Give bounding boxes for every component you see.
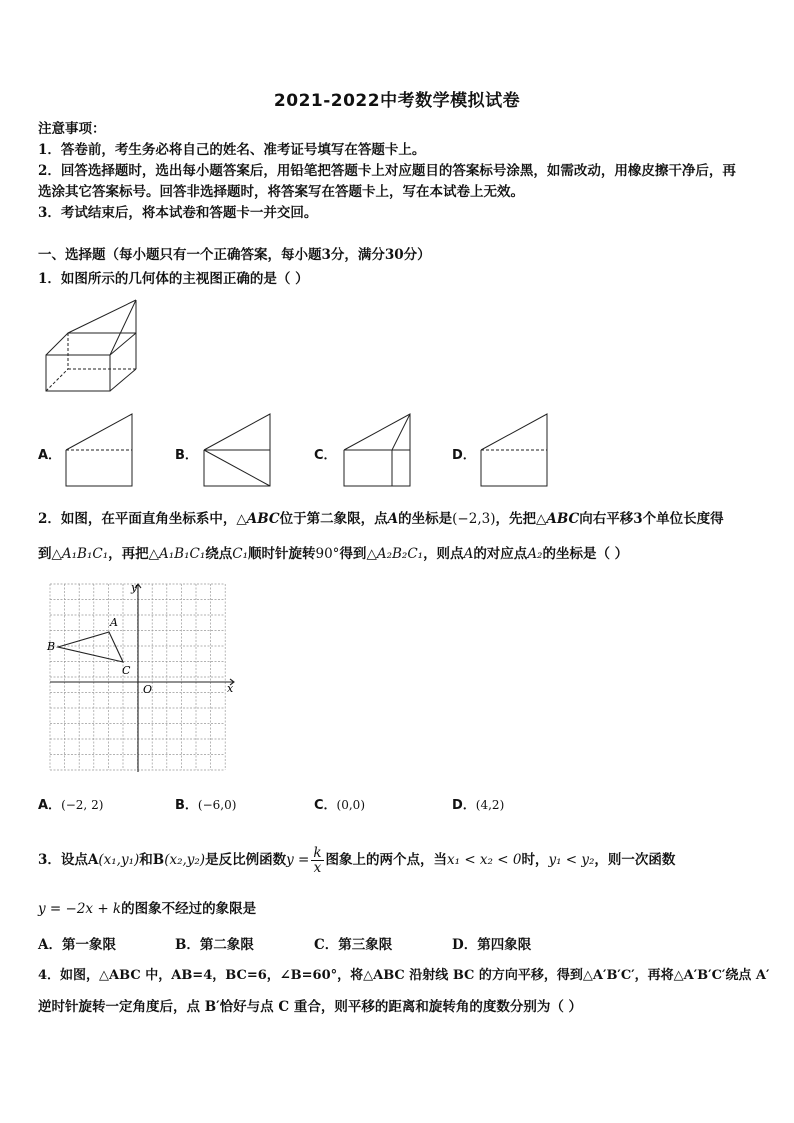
q2-text: 2．如图，在平面直角坐标系中， <box>38 511 237 527</box>
x-axis-label: x <box>227 682 234 695</box>
q2-text: 位于第二象限，点 <box>279 511 388 527</box>
q4-line1: 4．如图，△ABC 中，AB=4，BC=6，∠B=60°，将△ABC 沿射线 BC 的方向平移，得到△A′B′C′，再将△A′B′C′绕点 A′ <box>38 968 770 983</box>
point-b-label: B <box>47 640 56 653</box>
q1-option-b[interactable]: B． <box>175 448 198 463</box>
q2-text: 得到 <box>339 546 367 562</box>
q3-text: 的图象不经过的象限是 <box>121 901 257 917</box>
q2-point: A₂ <box>527 546 543 562</box>
option-label: C． <box>314 798 337 813</box>
option-label: A． <box>38 937 62 953</box>
notice-item-2-cont: 选涂其它答案标号。回答非选择题时，将答案写在答题卡上，写在本试卷上无效。 <box>38 184 524 200</box>
q2-option-a[interactable] <box>38 794 103 817</box>
q2-triangle: △ABC <box>236 511 280 527</box>
q3-option-d[interactable] <box>452 934 531 956</box>
q2-coordinate-grid <box>44 580 244 775</box>
q3-text: 3．设点A <box>38 852 99 868</box>
q2-text: 的坐标是 <box>398 511 453 527</box>
notice-heading: 注意事项： <box>38 121 106 137</box>
point-a-label: A <box>110 616 118 629</box>
q2-text: ，则点 <box>423 546 464 562</box>
option-value: (4,2) <box>475 798 505 812</box>
q2-text: 绕点 <box>205 546 233 562</box>
q2-text: 顺时针旋转 <box>248 546 316 562</box>
q4-line2: 逆时针旋转一定角度后，点 B′恰好与点 C 重合，则平移的距离和旋转角的度数分别为（ ） <box>38 999 583 1015</box>
point-c-label: C <box>122 664 131 677</box>
option-value: (−6,0) <box>197 798 237 812</box>
q3-option-a[interactable] <box>38 934 116 956</box>
triangle-abc <box>58 632 123 662</box>
q3-point: (x₁,y₁) <box>98 852 140 868</box>
q1-stem: 1．如图所示的几何体的主视图正确的是（ ） <box>38 271 309 287</box>
q2-text: ，再把 <box>108 546 149 562</box>
section-heading: 一、选择题（每小题只有一个正确答案，每小题3分，满分30分） <box>38 247 431 263</box>
q3-text: ，则一次函数 <box>594 852 676 868</box>
q2-triangle: △A₁B₁C₁ <box>148 546 206 562</box>
notice-item-2: 2．回答选择题时，选出每小题答案后，用铅笔把答题卡上对应题目的答案标号涂黑，如需改动，用橡皮擦干净后，再 <box>38 163 736 179</box>
y-axis-label: y <box>131 581 138 594</box>
fraction-denominator: x <box>313 860 322 876</box>
option-value: (−2, 2) <box>61 798 104 812</box>
q2-triangle: △A₁B₁C₁ <box>51 546 109 562</box>
q2-point: C₁ <box>232 546 248 562</box>
q2-text: 的对应点 <box>473 546 528 562</box>
q2-option-c[interactable] <box>314 794 365 817</box>
q1-option-a-figure <box>62 410 138 490</box>
q1-solid-figure <box>40 296 145 396</box>
option-text: 第四象限 <box>477 937 532 953</box>
q2-text: 向右平移3个单位长度得 <box>579 511 724 527</box>
option-text: 第二象限 <box>199 937 254 953</box>
origin-label: O <box>143 683 153 696</box>
q2-text: 到 <box>38 546 52 562</box>
q3-fraction <box>311 846 323 875</box>
q3-text: 和B <box>139 852 165 868</box>
q2-option-d[interactable] <box>452 794 504 817</box>
q1-option-b-figure <box>200 410 276 490</box>
notice-item-1: 1．答卷前，考生务必将自己的姓名、准考证号填写在答题卡上。 <box>38 142 426 158</box>
option-label: D． <box>452 798 476 813</box>
q2-text: 的坐标是（ ） <box>542 546 629 562</box>
q2-coordinate: (−2,3) <box>452 511 496 527</box>
q1-option-a[interactable]: A． <box>38 448 62 463</box>
q1-option-d-figure <box>477 410 553 490</box>
fraction-numerator: k <box>313 845 322 861</box>
q2-angle: 90° <box>315 546 340 562</box>
option-label: C． <box>314 937 339 953</box>
q2-line2 <box>38 543 628 565</box>
q3-function: y = <box>286 852 310 868</box>
page-title: 2021-2022中考数学模拟试卷 <box>273 91 521 111</box>
option-label: B． <box>175 937 200 953</box>
q2-line1 <box>38 508 724 530</box>
q3-line2 <box>38 898 256 920</box>
q3-text: 时， <box>521 852 549 868</box>
option-label: A． <box>38 798 62 813</box>
q2-option-b[interactable] <box>175 794 236 817</box>
q3-text: 图象上的两个点，当 <box>325 852 447 868</box>
q3-inequality: y₁ < y₂ <box>548 852 595 868</box>
q3-option-b[interactable] <box>175 934 254 956</box>
q3-line1 <box>38 846 675 875</box>
q2-triangle: △ABC <box>535 511 580 527</box>
q3-linear-function: y = −2x + k <box>38 901 122 917</box>
option-text: 第三象限 <box>338 937 393 953</box>
option-value: (0,0) <box>336 798 365 812</box>
q3-text: 是反比例函数 <box>205 852 287 868</box>
notice-item-3: 3．考试结束后，将本试卷和答题卡一并交回。 <box>38 205 318 221</box>
option-label: D． <box>452 937 478 953</box>
q1-option-d[interactable]: D． <box>452 448 476 463</box>
q1-option-c-figure <box>340 410 416 490</box>
q2-point: A <box>463 546 474 562</box>
q3-point: (x₂,y₂) <box>164 852 206 868</box>
q2-point: A <box>387 511 399 527</box>
q3-option-c[interactable] <box>314 934 392 956</box>
option-label: B． <box>175 798 198 813</box>
q3-inequality: x₁ < x₂ < 0 <box>447 852 522 868</box>
q1-option-c[interactable]: C． <box>314 448 337 463</box>
q2-text: ，先把 <box>495 511 536 527</box>
q2-triangle: △A₂B₂C₁ <box>366 546 424 562</box>
option-text: 第一象限 <box>61 937 116 953</box>
